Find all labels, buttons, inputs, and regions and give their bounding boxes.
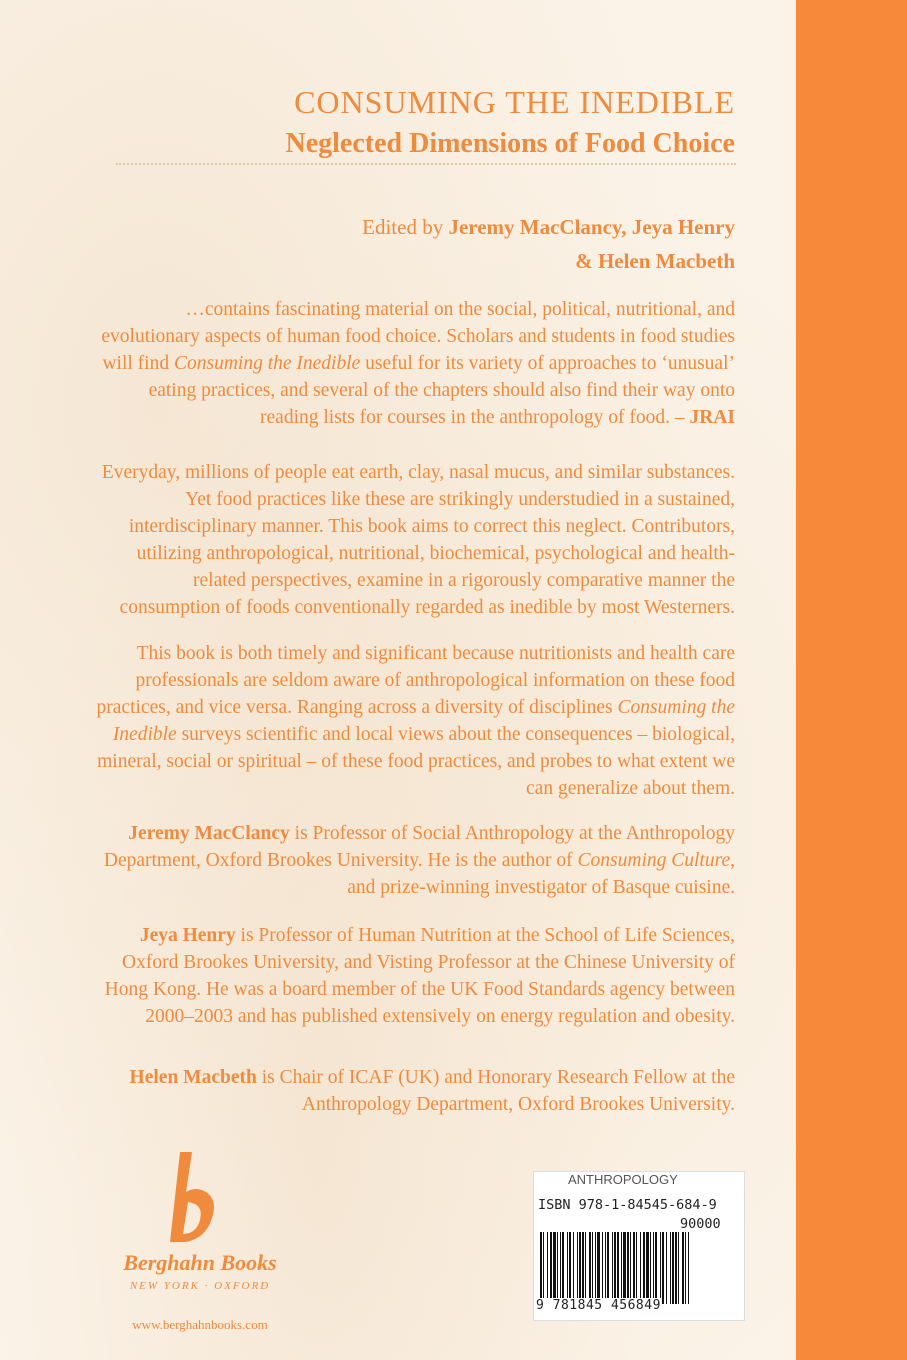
barcode-bar <box>653 1232 654 1304</box>
barcode-bar <box>573 1232 574 1304</box>
barcode-bar <box>688 1232 689 1304</box>
barcode-bar <box>643 1232 645 1304</box>
barcode-bar <box>640 1232 641 1304</box>
barcode-bar <box>550 1232 552 1304</box>
ean-digits: 9 781845 456849 <box>536 1298 661 1313</box>
editors <box>175 210 735 278</box>
barcode-bar <box>602 1232 603 1304</box>
barcode-bar <box>547 1232 548 1304</box>
barcode-bar <box>662 1232 664 1304</box>
publisher-url[interactable]: www.berghahnbooks.com <box>132 1317 268 1332</box>
barcode-bar <box>560 1232 561 1304</box>
barcode-bar <box>627 1232 629 1304</box>
editors-names-2: & Helen Macbeth <box>575 249 735 273</box>
spine <box>796 0 907 1360</box>
barcode-bar <box>567 1232 568 1304</box>
barcode-bar <box>569 1232 571 1304</box>
barcode-bar <box>633 1232 635 1304</box>
barcode-bar <box>579 1232 581 1304</box>
barcode-bar <box>617 1232 619 1304</box>
barcode-bar <box>636 1232 637 1304</box>
review-quote <box>95 296 735 431</box>
isbn-text: ISBN 978-1-84545-684-9 <box>538 1197 717 1213</box>
barcode-bar <box>612 1232 613 1304</box>
barcode-bar <box>557 1232 558 1304</box>
barcode-bar <box>670 1232 671 1304</box>
description-paragraph-2 <box>95 640 735 802</box>
bio1-text-b: , and prize-winning investigator of Basque cuisine. <box>347 850 735 898</box>
bio-macclancy <box>95 820 735 901</box>
quote-text-a: …contains fascinating material on the social, political, nutritional, and evolutionary aspects of human food choice. Scholars and students in food studies will find <box>101 299 735 374</box>
barcode <box>540 1232 740 1304</box>
bio-macbeth <box>95 1064 735 1118</box>
barcode-bar <box>650 1232 651 1304</box>
para2-text-a: This book is both timely and significant because nutritionists and health care professionals are seldom aware of anthropological information on these food practices, and vice versa. Ranging across a diversity of disciplines <box>96 643 735 718</box>
barcode-bar <box>630 1232 631 1304</box>
bio1-text-a: is Professor of Social Anthropology at the Anthropology Department, Oxford Brookes University. He is the author of <box>103 823 735 871</box>
barcode-bar <box>607 1232 609 1304</box>
quote-text-b: useful for its variety of approaches to ‘unusual’ eating practices, and several of the chapters should also find their way onto reading lists for courses in the anthropology of food. – <box>148 353 735 428</box>
barcode-bar <box>562 1232 564 1304</box>
barcode-bar <box>655 1232 657 1304</box>
editors-names: Jeremy MacClancy, Jeya Henry <box>448 215 735 239</box>
para2-title: Consuming the Inedible <box>112 697 735 745</box>
bio3-text: is Chair of ICAF (UK) and Honorary Research Fellow at the Anthropology Department, Oxford Brookes University. <box>256 1067 735 1115</box>
bio2-text: is Professor of Human Nutrition at the School of Life Sciences, Oxford Brookes University, and Visting Professor at the Chinese University of Hong Kong. He was a board member of the UK Food Standards agency between 2000–2003 and has published extensively on energy regulation and obesity. <box>104 925 735 1027</box>
book-title: CONSUMING THE INEDIBLE <box>294 84 735 120</box>
berghahn-logo-icon <box>166 1152 226 1244</box>
barcode-bar <box>660 1232 661 1304</box>
barcode-bar <box>675 1232 677 1304</box>
quote-source: JRAI <box>689 407 735 428</box>
divider <box>116 163 736 165</box>
publisher-location: NEW YORK · OXFORD <box>129 1280 271 1292</box>
barcode-bar <box>543 1232 544 1304</box>
bio3-name: Helen Macbeth <box>129 1067 257 1088</box>
barcode-bar <box>621 1232 622 1304</box>
para2-text-b: surveys scientific and local views about the consequences – biological, mineral, social or spiritual – of these food practices, and probes to what extent we can generalize about them. <box>97 724 735 799</box>
barcode-bar <box>592 1232 593 1304</box>
barcode-bar <box>597 1232 600 1304</box>
barcode-bar <box>672 1232 674 1304</box>
bio-henry <box>95 922 735 1030</box>
barcode-bar <box>605 1232 606 1304</box>
barcode-bar <box>595 1232 596 1304</box>
bio1-book: Consuming Culture <box>577 850 731 871</box>
category-label: ANTHROPOLOGY <box>568 1172 678 1187</box>
publisher-name: Berghahn Books <box>123 1250 277 1275</box>
barcode-bar <box>553 1232 556 1304</box>
barcode-bar <box>614 1232 616 1304</box>
barcode-bar <box>589 1232 591 1304</box>
barcode-bar <box>582 1232 584 1304</box>
bio2-name: Jeya Henry <box>139 925 236 946</box>
barcode-bar <box>540 1232 542 1304</box>
quote-title: Consuming the Inedible <box>173 353 361 374</box>
book-subtitle: Neglected Dimensions of Food Choice <box>285 128 735 159</box>
barcode-bar <box>577 1232 578 1304</box>
barcode-bar <box>666 1232 667 1304</box>
barcode-bar <box>685 1232 686 1304</box>
barcode-bar <box>585 1232 586 1304</box>
barcode-bar <box>678 1232 679 1304</box>
barcode-bar <box>646 1232 649 1304</box>
bio1-name: Jeremy MacClancy <box>128 823 290 844</box>
price-code: 90000 <box>680 1216 721 1232</box>
barcode-bar <box>623 1232 626 1304</box>
editors-prefix: Edited by <box>362 215 449 239</box>
barcode-bar <box>682 1232 684 1304</box>
description-paragraph-1: Everyday, millions of people eat earth, clay, nasal mucus, and similar substances. Yet food practices like these are strikingly understudied in a sustained, interdisciplinary manner. This book aims to correct this neglect. Contributors, utilizing anthropological, nutritional, biochemical, psychological and health-related perspectives, examine in a rigorously comparative manner the consumption of foods conventionally regarded as inedible by most Westerners. <box>101 462 735 618</box>
